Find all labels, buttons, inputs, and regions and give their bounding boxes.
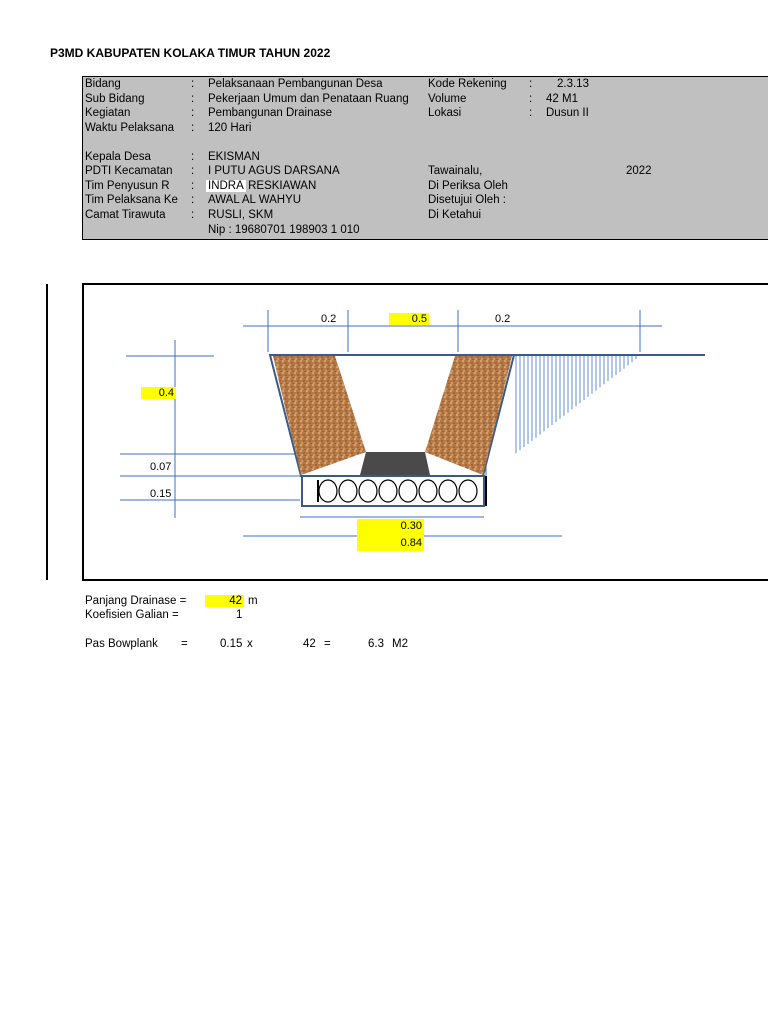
- value-camat: RUSLI, SKM: [208, 209, 274, 221]
- year: 2022: [626, 165, 652, 177]
- bow-unit: M2: [392, 638, 408, 650]
- value-bidang: Pelaksanaan Pembangunan Desa: [208, 78, 383, 90]
- value-waktu: 120 Hari: [208, 122, 252, 134]
- sep: :: [191, 122, 195, 134]
- nip: Nip : 19680701 198903 1 010: [208, 224, 360, 236]
- dim-top-right: 0.2: [495, 313, 511, 325]
- sep: :: [191, 180, 195, 192]
- value-tim-penyusun: INDRA RESKIAWAN: [208, 180, 317, 192]
- label-koefisien: Koefisien Galian =: [85, 609, 179, 621]
- dim-top-left: 0.2: [321, 313, 337, 325]
- bow-factor: 0.15: [220, 638, 243, 650]
- label-panjang: Panjang Drainase =: [85, 595, 187, 607]
- label-camat: Camat Tirawuta: [85, 209, 166, 221]
- label-volume: Volume: [428, 93, 467, 105]
- sign-diperiksa: Di Periksa Oleh: [428, 180, 508, 192]
- label-tim-pelaksana: Tim Pelaksana Ke: [85, 194, 178, 206]
- value-kode-rekening: 2.3.13: [557, 78, 589, 90]
- bow-length: 42: [303, 638, 316, 650]
- unit-panjang: m: [248, 595, 258, 607]
- label-kepala-desa: Kepala Desa: [85, 151, 151, 163]
- selected-cell[interactable]: INDRA: [208, 180, 244, 192]
- sep: :: [191, 78, 195, 90]
- value-lokasi: Dusun II: [546, 107, 589, 119]
- sep: :: [191, 107, 195, 119]
- times-sign: x: [247, 638, 253, 650]
- dim-top-mid: 0.5: [389, 313, 429, 325]
- sep: :: [529, 107, 533, 119]
- label-waktu: Waktu Pelaksana: [85, 122, 175, 134]
- value-kegiatan: Pembangunan Drainase: [208, 107, 333, 119]
- floor-slab: [360, 452, 430, 475]
- label-lokasi: Lokasi: [428, 107, 462, 119]
- value-koefisien: 1: [236, 609, 243, 621]
- dim-base-width: 0.30: [357, 519, 424, 535]
- label-bidang: Bidang: [85, 78, 121, 90]
- label-pdti: PDTI Kecamatan: [85, 165, 173, 177]
- dim-height: 0.4: [141, 387, 176, 399]
- sep: :: [191, 165, 195, 177]
- sign-diketahui: Di Ketahui: [428, 209, 482, 221]
- value-pdti: I PUTU AGUS DARSANA: [208, 165, 340, 177]
- label-kegiatan: Kegiatan: [85, 107, 131, 119]
- dim-floor: 0.07: [150, 461, 172, 473]
- place: Tawainalu,: [428, 165, 483, 177]
- bow-result: 6.3: [368, 638, 384, 650]
- label-bowplank: Pas Bowplank: [85, 638, 158, 650]
- value-tim-pelaksana: AWAL AL WAHYU: [208, 194, 302, 206]
- value-volume: 42 M1: [546, 93, 578, 105]
- sign-disetujui: Disetujui Oleh :: [428, 194, 506, 206]
- sep: :: [191, 194, 195, 206]
- page-title: P3MD KABUPATEN KOLAKA TIMUR TAHUN 2022: [50, 46, 331, 60]
- label-tim-penyusun: Tim Penyusun R: [85, 180, 170, 192]
- value-kepala-desa: EKISMAN: [208, 151, 260, 163]
- sep: :: [529, 78, 533, 90]
- sep: :: [191, 151, 195, 163]
- sep: :: [529, 93, 533, 105]
- sep: :: [191, 93, 195, 105]
- value-panjang[interactable]: 42: [205, 595, 244, 607]
- dim-base: 0.15: [150, 488, 172, 500]
- dim-bottom-width: 0.84: [357, 535, 424, 551]
- eq-sign: =: [181, 638, 188, 650]
- sep: :: [191, 209, 195, 221]
- value-sub-bidang: Pekerjaan Umum dan Penataan Ruang: [208, 93, 409, 105]
- label-sub-bidang: Sub Bidang: [85, 93, 145, 105]
- eq-sign-2: =: [324, 638, 331, 650]
- ground-hatch: [516, 356, 640, 453]
- label-kode-rekening: Kode Rekening: [428, 78, 507, 90]
